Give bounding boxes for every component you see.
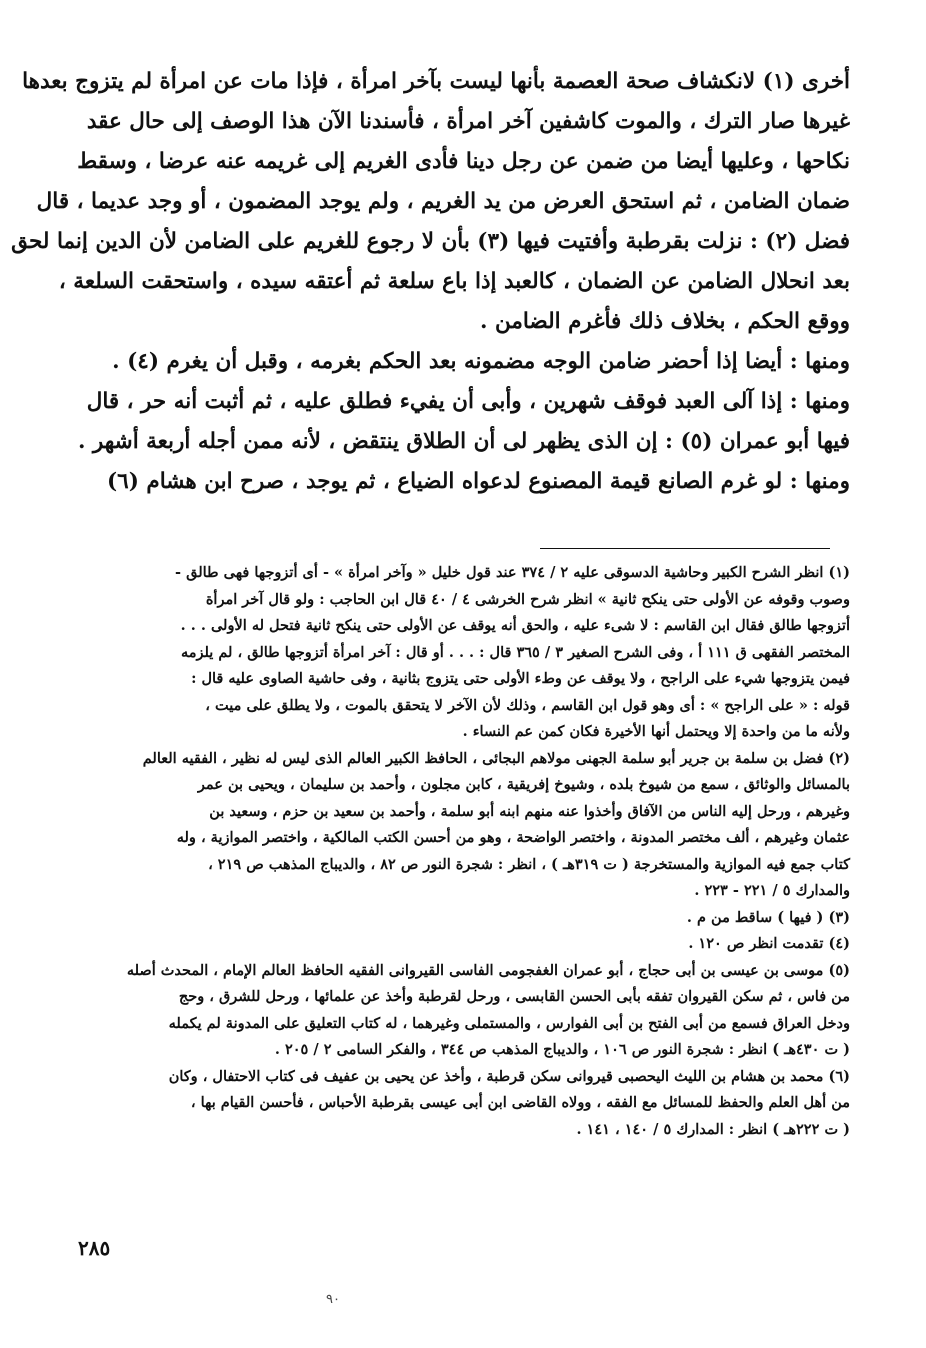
text-line: ومنها : أيضا إذا أحضر ضامن الوجه مضمونه بعد الحكم بغرمه ، وقبل أن يغرم (٤) . — [112, 349, 850, 374]
footnote-line: من أهل العلم والحفظ للمسائل مع الفقه ، وولاه القاضى ابن أبى عيسى بقرطبة الأحباس ، فأحسن القيام بها ، — [190, 1094, 850, 1111]
footnote-line: عثمان وغيرهم ، ألف مختصر المدونة ، واختصر الواضحة ، وهو من أحسن الكتب المالكية ، واختصر الموازية ، وله — [176, 829, 850, 846]
footnotes — [70, 560, 850, 1143]
footnote-line: والمدارك ٥ / ٢٢١ - ٢٢٣ . — [694, 882, 850, 899]
footnote-separator — [540, 548, 830, 549]
footnote-line: فيمن يتزوجها شيء على الراجح ، ولا يوقف عن وطء الأولى حتى يتزوج بثانية ، وفى حاشية الصاوى عليه قال : — [191, 670, 850, 687]
footnote-line: المختصر الفقهى ق ١١١ أ ، وفى الشرح الصغير ٣ / ٣٦٥ قال : . . . أو قال : آخر امرأة أتزوجها طالق ، لم يلزمه — [180, 643, 850, 661]
footnote-line: (٢) فضل بن سلمة بن جرير أبو سلمة الجهنى مولاهم البجائى ، الحافظ الكبير العالم الذى ليس له نظير ، الفقيه العالم — [142, 749, 850, 767]
footnote-line: بالمسائل والوثائق ، سمع من شيوخ بلده ، وشيوخ إفريقية ، كابن مجلون ، وأحمد بن سليمان ، ويحيى بن عمر — [197, 776, 850, 793]
page-number: ٢٨٥ — [78, 1236, 111, 1260]
footnote-line: ( ت ٢٢٢هـ ) انظر : المدارك ٥ / ١٤٠ ، ١٤١ . — [576, 1120, 850, 1138]
text-line: ومنها : لو غرم الصانع قيمة المصنوع لدعواه الضياع ، ثم يوجد ، صرح ابن هشام (٦) — [106, 469, 850, 494]
footnote-line: ولأنه ما من واحدة إلا ويحتمل أنها الأخيرة فكان كمن عم النساء . — [462, 723, 850, 740]
footnote-line: (٣) ( فيها ) ساقط من م . — [686, 908, 850, 926]
footnote-line: ( ت ٤٣٠هـ ) انظر : شجرة النور ص ١٠٦ ، والديباج المذهب ص ٣٤٤ ، والفكر السامى ٢ / ٢٠٥ . — [274, 1041, 850, 1058]
text-line: نكاحها ، وعليها أيضا من ضمن عن رجل دينا فأدى الغريم إلى غريمه عنه عرضا ، وسقط — [77, 149, 850, 174]
text-line: غيرها صار الترك ، والموت كاشفين آخر امرأة ، فأسندنا الآن هذا الوصف إلى حال عقد — [86, 109, 850, 134]
footnote-line: (٥) موسى بن عيسى بن أبى حجاج ، أبو عمران الغفجومى الفاسى القيروانى الفقيه الحافظ العالم الإمام ، المحدث أصله — [126, 961, 850, 979]
footnote-line: من فاس ، ثم سكن القيروان تفقه بأبى الحسن القابسى ، ورحل لقرطبة وأخذ عن علمائها ، ورحل للشرق ، وحج — [178, 988, 850, 1005]
text-line: فضل (٢) : نزلت بقرطبة وأفتيت فيها (٣) بأن لا رجوع للغريم على الضامن لأن الدين إنما لحق — [11, 229, 850, 254]
footnote-line: (٦) محمد بن هشام بن الليث اليحصبى قيروانى سكن قرطبة ، وأخذ عن يحيى بن عفيف فى كتاب الاحتفال ، وكان — [168, 1067, 850, 1085]
footnote-line: قوله : « على الراجح » : أى وهو قول ابن القاسم ، وذلك لأن الآخر لا يتحقق بالموت ، ولا يطلق على ميت ، — [205, 696, 850, 714]
footnote-line: (١) انظر الشرح الكبير وحاشية الدسوقى عليه ٢ / ٣٧٤ عند قول خليل « وآخر امرأة » - أى أتزوجها فهى طالق - — [175, 564, 850, 581]
footnote-line: كتاب جمع فيه الموازية والمستخرجة ( ت ٣١٩هـ ) ، انظر : شجرة النور ص ٨٢ ، والديباج المذهب ص ٢١٩ ، — [208, 855, 850, 873]
bottom-mark: ٩٠ — [326, 1292, 340, 1307]
main-text — [11, 62, 850, 502]
footnote-line: ودخل العراق فسمع من أبى الفتح بن أبى الفوارس ، والمستملى وغيرهما ، له كتاب التعليق على المدونة لم يكمله — [168, 1014, 850, 1032]
text-line: بعد انحلال الضامن عن الضمان ، كالعبد إذا باع سلعة ثم أعتقه سيده ، واستحقت السلعة ، — [58, 269, 850, 294]
footnote-line: وصوب وقوفه عن الأولى حتى ينكح ثانية » انظر شرح الخرشى ٤ / ٤٠ قال ابن الحاجب : ولو قال آخر امرأة — [205, 590, 850, 608]
text-line: أخرى (١) لانكشاف صحة العصمة بأنها ليست بآخر امرأة ، فإذا مات عن امرأة لم يتزوج بعدها — [22, 69, 850, 94]
text-line: ضمان الضامن ، ثم استحق العرض من يد الغريم ، ولم يوجد المضمون ، أو وجد عديما ، قال — [36, 189, 850, 214]
footnote-line: (٤) تقدمت انظر ص ١٢٠ . — [688, 935, 850, 952]
footnote-line: أتزوجها طالق فقال ابن القاسم : لا شىء عليه ، والحق أنه يوقف عن الأولى حتى ينكح ثانية فتحل له الأولى . . . — [180, 617, 850, 634]
text-line: فيها أبو عمران (٥) : إن الذى يظهر لى أن الطلاق ينتقض ، لأنه ممن أجله أربعة أشهر . — [77, 429, 850, 454]
text-line: ووقع الحكم ، بخلاف ذلك فأغرم الضامن . — [480, 309, 850, 334]
text-line: ومنها : إذا آلى العبد فوقف شهرين ، وأبى أن يفيء فطلق عليه ، ثم أثبت أنه حر ، قال — [86, 389, 850, 414]
footnote-line: وغيرهم ، ورحل إليه الناس من الآفاق وأخذوا عنه منهم ابنه أبو سلمة ، وأحمد بن سعيد بن حزم ، وسعيد بن — [209, 802, 850, 820]
